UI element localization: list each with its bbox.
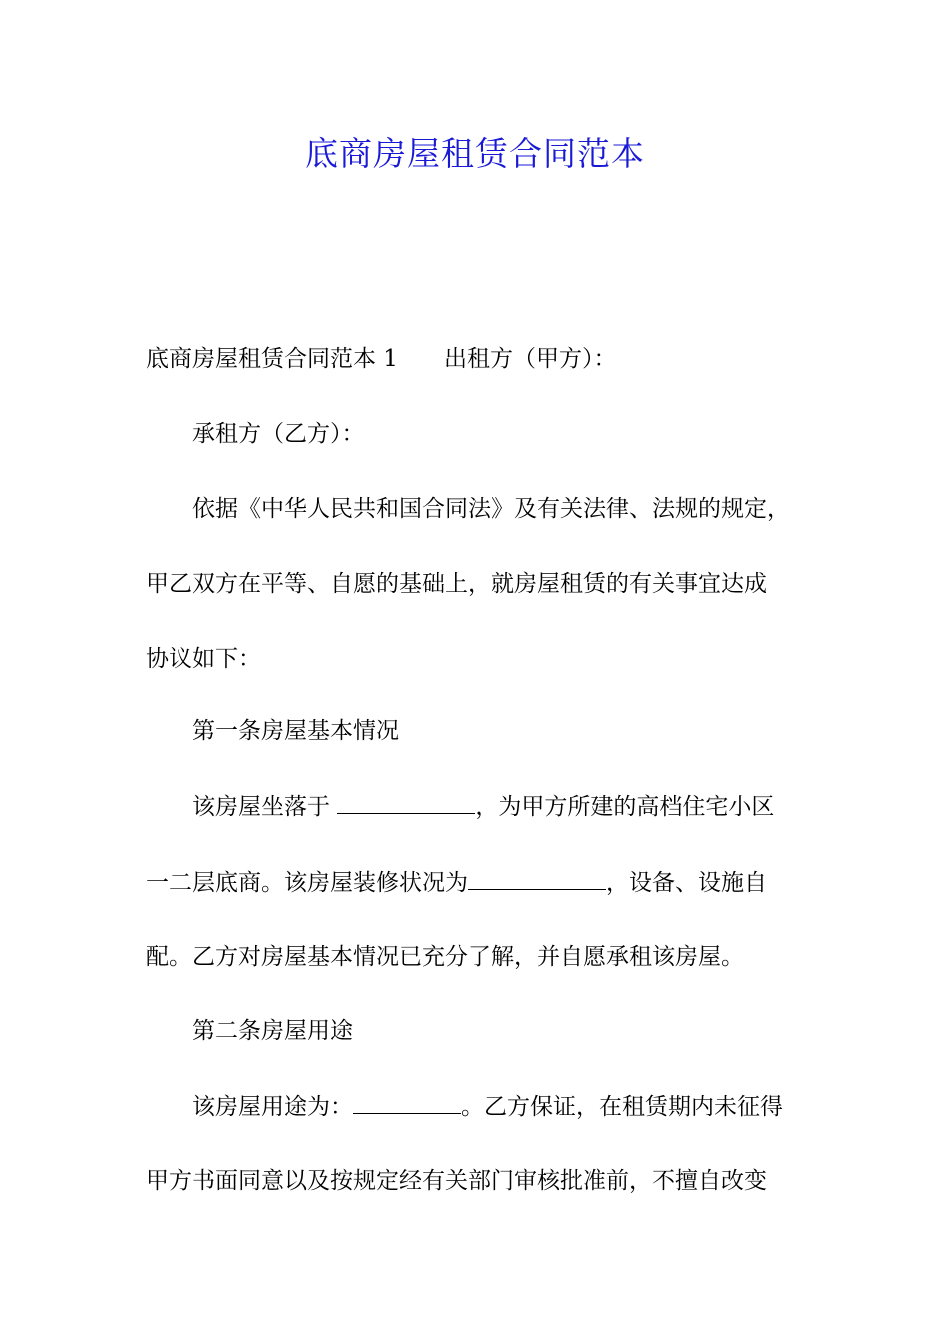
- paragraph-line: 甲乙双方在平等、自愿的基础上，就房屋租赁的有关事宜达成: [146, 571, 767, 597]
- section-heading: 第二条房屋用途: [192, 1018, 353, 1044]
- paragraph-line: [146, 868, 767, 898]
- paragraph-line: [192, 792, 774, 822]
- text-segment: ，为甲方所建的高档住宅小区: [475, 794, 775, 820]
- paragraph-line: 依据《中华人民共和国合同法》及有关法律、法规的规定，: [192, 496, 790, 522]
- opening-line: [146, 344, 616, 374]
- text-segment: 该房屋用途为：: [192, 1094, 353, 1120]
- text-segment: 。乙方保证，在租赁期内未征得: [461, 1094, 783, 1120]
- lessor-label: 出租方（甲方）：: [443, 346, 617, 372]
- document-title: 底商房屋租赁合同范本: [305, 134, 645, 173]
- fill-in-blank: [353, 1093, 461, 1114]
- lessee-label: 承租方（乙方）：: [192, 421, 365, 447]
- paragraph-line: 甲方书面同意以及按规定经有关部门审核批准前，不擅自改变: [146, 1168, 767, 1194]
- paragraph-line: 配。乙方对房屋基本情况已充分了解，并自愿承租该房屋。: [146, 944, 744, 970]
- fill-in-blank: [468, 869, 606, 890]
- contract-heading: 底商房屋租赁合同范本 1: [146, 346, 398, 372]
- text-segment: 一二层底商。该房屋装修状况为: [146, 870, 468, 896]
- text-segment: ，设备、设施自: [606, 870, 767, 896]
- section-heading: 第一条房屋基本情况: [192, 718, 399, 744]
- text-segment: 该房屋坐落于: [192, 794, 338, 820]
- paragraph-line: [192, 1092, 783, 1122]
- paragraph-line: 协议如下：: [146, 646, 261, 672]
- fill-in-blank: [337, 793, 475, 814]
